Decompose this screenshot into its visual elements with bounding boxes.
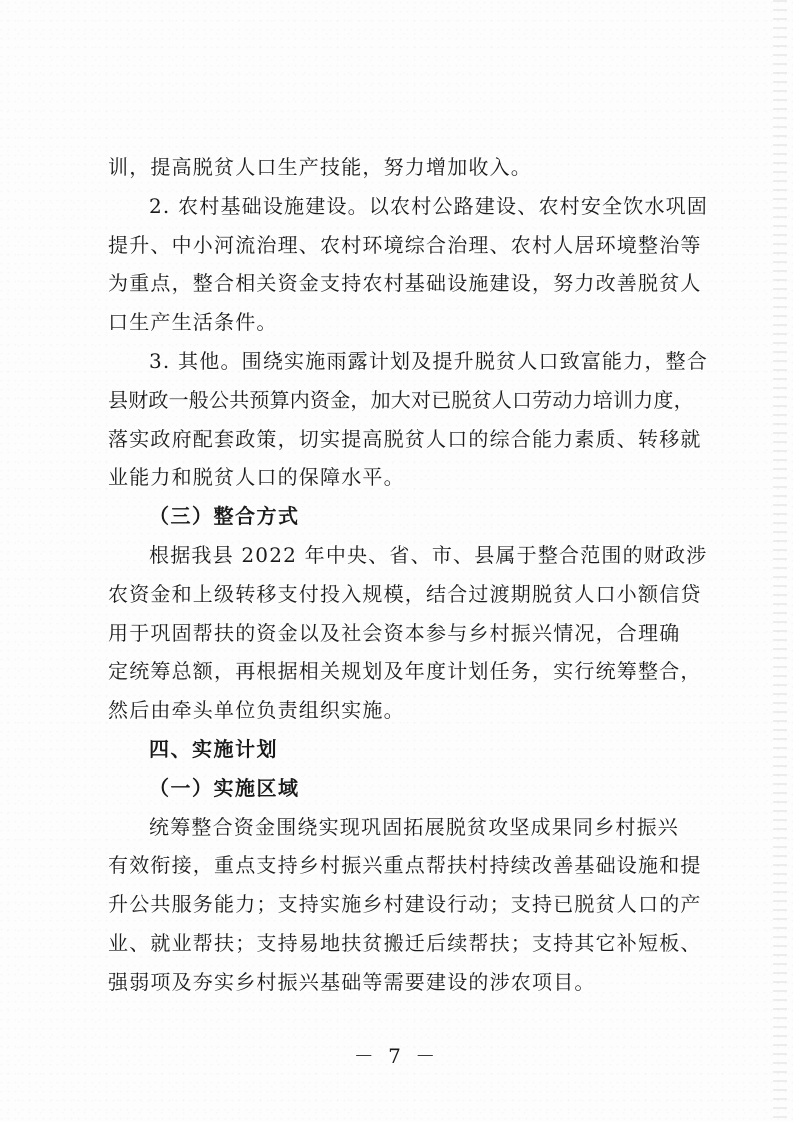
text-line: 升公共服务能力；支持实施乡村建设行动；支持已脱贫人口的产 [108,892,702,917]
text-line: 统筹整合资金围绕实现巩固拓展脱贫攻坚成果同乡村振兴 [149,814,679,839]
text-line: 为重点，整合相关资金支持农村基础设施建设，努力改善脱贫人 [108,271,702,296]
text-line: 业能力和脱贫人口的保障水平。 [108,465,405,490]
text-line: 根据我县 2022 年中央、省、市、县属于整合范围的财政涉 [149,542,708,567]
document-body [108,148,709,1002]
text-line: 用于巩固帮扶的资金以及社会资本参与乡村振兴情况，合理确 [108,620,681,645]
text-line: 县财政一般公共预算内资金，加大对已脱贫人口劳动力培训力度， [108,387,694,412]
text-line: 业、就业帮扶；支持易地扶贫搬迁后续帮扶；支持其它补短板、 [108,930,702,955]
text-line: 定统筹总额，再根据相关规划及年度计划任务，实行统筹整合， [108,659,702,684]
text-line: 提升、中小河流治理、农村环境综合治理、农村人居环境整治等 [108,232,702,257]
text-line: 然后由牵头单位负责组织实施。 [108,698,405,723]
section-heading: （一）实施区域 [149,775,300,800]
section-heading: （三）整合方式 [149,504,300,529]
text-line: 2. 农村基础设施建设。以农村公路建设、农村安全饮水巩固 [149,193,709,218]
section-heading: 四、实施计划 [149,736,278,761]
text-line: 强弱项及夯实乡村振兴基础等需要建设的涉农项目。 [108,969,596,994]
text-line: 训，提高脱贫人口生产技能，努力增加收入。 [108,155,532,179]
binding-holes [773,0,787,1122]
page-number: － 7 － [353,1044,440,1068]
text-line: 有效衔接，重点支持乡村振兴重点帮扶村持续改善基础设施和提 [108,853,702,878]
text-line: 落实政府配套政策，切实提高脱贫人口的综合能力素质、转移就 [108,426,702,451]
text-line: 农资金和上级转移支付投入规模，结合过渡期脱贫人口小额信贷 [108,581,702,606]
text-line: 口生产生活条件。 [108,310,278,335]
text-line: 3. 其他。围绕实施雨露计划及提升脱贫人口致富能力，整合 [149,348,709,373]
